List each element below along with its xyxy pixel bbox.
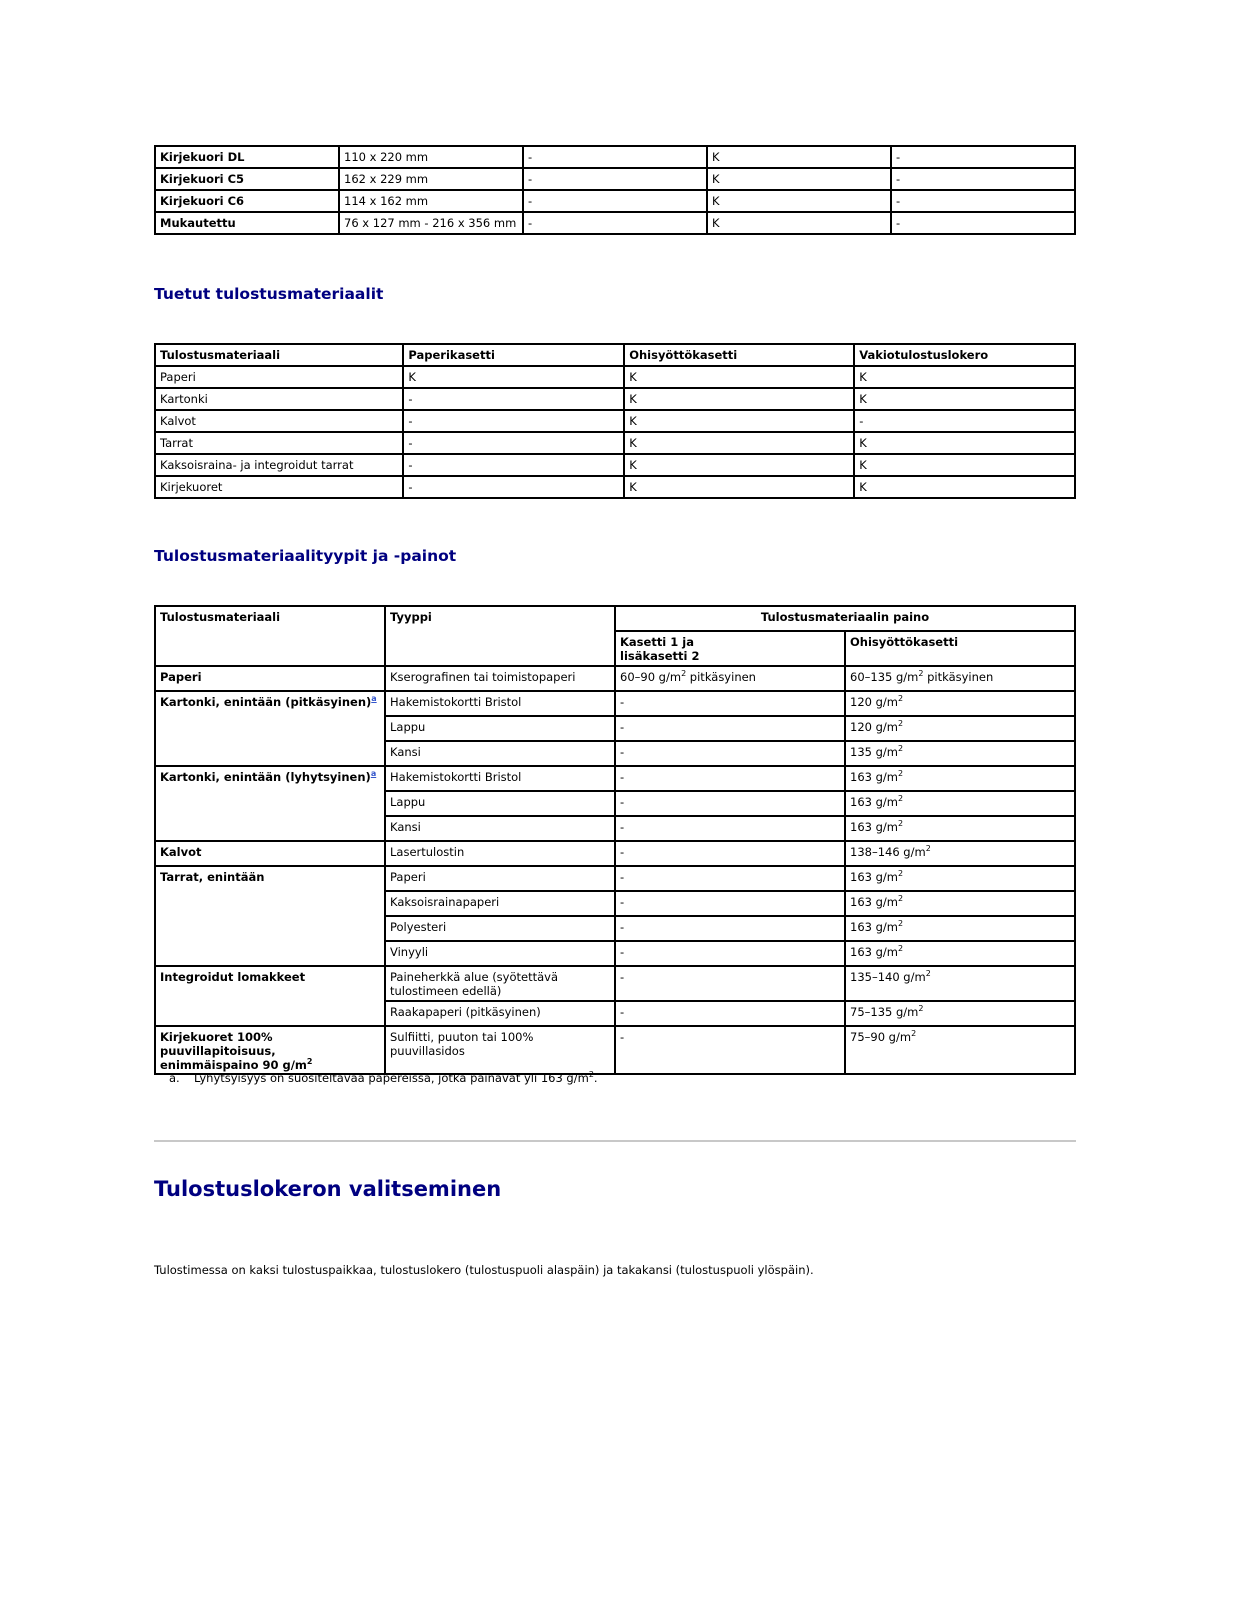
table-cell: Kaksoisrainapaperi bbox=[385, 891, 615, 916]
superscript: 2 bbox=[897, 744, 904, 753]
table-cell: - bbox=[891, 168, 1075, 190]
table-row bbox=[155, 410, 1075, 432]
table-cell bbox=[845, 716, 1075, 741]
superscript: 2 bbox=[925, 969, 931, 978]
table-row bbox=[155, 168, 1075, 190]
column-header: Paperikasetti bbox=[403, 344, 624, 366]
table-cell: Kserografinen tai toimistopaperi bbox=[385, 666, 615, 691]
table-cell: Raakapaperi (pitkäsyinen) bbox=[385, 1001, 615, 1026]
table-cell: Kirjekuori DL bbox=[155, 146, 339, 168]
section-heading-media-types: Tulostusmateriaalityypit ja -painot bbox=[154, 547, 457, 565]
table-cell: Kansi bbox=[385, 741, 615, 766]
table-row bbox=[155, 691, 1075, 716]
table-cell: 76 x 127 mm - 216 x 356 mm bbox=[339, 212, 523, 234]
superscript: 2 bbox=[897, 819, 904, 828]
table-cell: Lappu bbox=[385, 716, 615, 741]
table-cell bbox=[385, 1026, 615, 1074]
table-cell: - bbox=[403, 454, 624, 476]
superscript: 2 bbox=[897, 719, 904, 728]
table-row bbox=[155, 1026, 1075, 1074]
type-line: tulostimeen edellä) bbox=[390, 984, 502, 998]
table-cell: 162 x 229 mm bbox=[339, 168, 523, 190]
table-row bbox=[155, 212, 1075, 234]
table-cell bbox=[845, 891, 1075, 916]
table-cell: K bbox=[707, 168, 891, 190]
table-row bbox=[155, 366, 1075, 388]
section-heading-output-tray: Tulostuslokeron valitseminen bbox=[154, 1177, 502, 1201]
table-cell: K bbox=[624, 454, 854, 476]
table-cell bbox=[615, 666, 845, 691]
table-cell: Kalvot bbox=[155, 410, 403, 432]
weight-value: 120 g/m bbox=[850, 720, 898, 734]
table-cell: Paperi bbox=[155, 366, 403, 388]
footnote-link[interactable]: a bbox=[370, 769, 377, 778]
weight-value: 163 g/m bbox=[850, 795, 898, 809]
table-cell: - bbox=[523, 168, 707, 190]
table-cell: Hakemistokortti Bristol bbox=[385, 691, 615, 716]
superscript: 2 bbox=[897, 794, 904, 803]
weight-value: 120 g/m bbox=[850, 695, 898, 709]
table-cell: Kirjekuoret bbox=[155, 476, 403, 498]
table-row bbox=[155, 841, 1075, 866]
weight-value: 163 g/m bbox=[850, 895, 898, 909]
table-cell: K bbox=[624, 476, 854, 498]
material-label: Kartonki, enintään (lyhytsyinen) bbox=[160, 770, 371, 784]
table-cell: - bbox=[615, 1001, 845, 1026]
table-cell: Kirjekuori C5 bbox=[155, 168, 339, 190]
table-cell: K bbox=[624, 366, 854, 388]
column-header bbox=[615, 631, 845, 666]
table-cell: 110 x 220 mm bbox=[339, 146, 523, 168]
column-group-header: Tulostusmateriaalin paino bbox=[615, 606, 1075, 631]
table-cell: K bbox=[624, 432, 854, 454]
superscript: 2 bbox=[897, 694, 904, 703]
material-line: Kirjekuoret 100% puuvillapitoisuus, bbox=[160, 1030, 276, 1058]
table-cell: K bbox=[854, 432, 1075, 454]
table-cell: Kalvot bbox=[155, 841, 385, 866]
table-cell bbox=[155, 1026, 385, 1074]
media-types-weights-table bbox=[154, 605, 1076, 1075]
table-cell: K bbox=[403, 366, 624, 388]
superscript: 2 bbox=[897, 869, 904, 878]
table-cell: - bbox=[854, 410, 1075, 432]
table-cell: - bbox=[615, 916, 845, 941]
type-line: Paineherkkä alue (syötettävä bbox=[390, 970, 559, 984]
header-line: lisäkasetti 2 bbox=[620, 649, 700, 663]
superscript: 2 bbox=[897, 944, 904, 953]
footnote bbox=[169, 1071, 598, 1085]
footnote-mark: a. bbox=[169, 1071, 180, 1085]
material-line: enimmäispaino 90 g/m bbox=[160, 1058, 307, 1072]
table-cell: 114 x 162 mm bbox=[339, 190, 523, 212]
table-cell: Mukautettu bbox=[155, 212, 339, 234]
table-cell: - bbox=[523, 190, 707, 212]
superscript: 2 bbox=[306, 1057, 313, 1066]
supported-media-table bbox=[154, 343, 1076, 499]
superscript: 2 bbox=[911, 1029, 917, 1038]
table-row bbox=[155, 432, 1075, 454]
footnote-link[interactable]: a bbox=[371, 694, 377, 703]
superscript: 2 bbox=[588, 1070, 594, 1079]
table-cell bbox=[845, 816, 1075, 841]
table-cell: Paperi bbox=[155, 666, 385, 691]
superscript: 2 bbox=[681, 669, 687, 678]
weight-value: 60–90 g/m bbox=[620, 670, 682, 684]
table-cell: Kirjekuori C6 bbox=[155, 190, 339, 212]
superscript: 2 bbox=[897, 769, 904, 778]
table-cell: - bbox=[403, 476, 624, 498]
table-cell: Vinyyli bbox=[385, 941, 615, 966]
table-cell bbox=[845, 866, 1075, 891]
weight-value: 163 g/m bbox=[850, 870, 898, 884]
table-cell: Kansi bbox=[385, 816, 615, 841]
weight-value: 163 g/m bbox=[850, 770, 898, 784]
table-row bbox=[155, 476, 1075, 498]
weight-value: 163 g/m bbox=[850, 820, 898, 834]
weight-note: pitkäsyinen bbox=[686, 670, 756, 684]
column-header: Tulostusmateriaali bbox=[155, 606, 385, 666]
table-cell: - bbox=[615, 841, 845, 866]
table-cell bbox=[845, 766, 1075, 791]
weight-value: 75–135 g/m bbox=[850, 1005, 919, 1019]
table-row bbox=[155, 766, 1075, 791]
section-divider bbox=[154, 1140, 1076, 1142]
table-cell: - bbox=[615, 816, 845, 841]
table-row bbox=[155, 190, 1075, 212]
column-header: Ohisyöttökasetti bbox=[845, 631, 1075, 666]
table-cell: - bbox=[615, 1026, 845, 1074]
footnote-text: Lyhytsyisyys on suositeltavaa papereissa, jotka painavat yli 163 g/m bbox=[194, 1071, 589, 1085]
table-cell: K bbox=[707, 146, 891, 168]
table-cell: - bbox=[615, 891, 845, 916]
weight-note: pitkäsyinen bbox=[923, 670, 994, 684]
weight-value: 135 g/m bbox=[850, 745, 898, 759]
header-line: Kasetti 1 ja bbox=[620, 635, 694, 649]
weight-value: 163 g/m bbox=[850, 945, 898, 959]
table-cell: Lasertulostin bbox=[385, 841, 615, 866]
table-cell: K bbox=[707, 212, 891, 234]
body-paragraph: Tulostimessa on kaksi tulostuspaikkaa, tulostuslokero (tulostuspuoli alaspäin) ja takakansi (tulostuspuoli ylöspäin). bbox=[154, 1263, 814, 1277]
table-cell: - bbox=[615, 716, 845, 741]
table-cell: Polyesteri bbox=[385, 916, 615, 941]
table-cell bbox=[845, 966, 1075, 1001]
section-heading-supported-media: Tuetut tulostusmateriaalit bbox=[154, 285, 384, 303]
table-cell: - bbox=[615, 866, 845, 891]
column-header: Vakiotulostuslokero bbox=[854, 344, 1075, 366]
table-cell: K bbox=[624, 410, 854, 432]
table-cell: - bbox=[403, 388, 624, 410]
table-row bbox=[155, 966, 1075, 1001]
table-cell bbox=[155, 691, 385, 766]
table-cell: Kaksoisraina- ja integroidut tarrat bbox=[155, 454, 403, 476]
table-cell bbox=[385, 966, 615, 1001]
superscript: 2 bbox=[918, 1004, 924, 1013]
table-cell: - bbox=[403, 410, 624, 432]
table-cell: - bbox=[403, 432, 624, 454]
table-cell: - bbox=[523, 146, 707, 168]
type-line: Sulfiitti, puuton tai 100% bbox=[390, 1030, 534, 1044]
weight-value: 75–90 g/m bbox=[850, 1030, 912, 1044]
table-cell: Tarrat, enintään bbox=[155, 866, 385, 966]
table-cell: - bbox=[891, 146, 1075, 168]
weight-value: 163 g/m bbox=[850, 920, 898, 934]
table-cell: K bbox=[854, 454, 1075, 476]
table-row bbox=[155, 666, 1075, 691]
table-cell bbox=[845, 841, 1075, 866]
table-cell bbox=[845, 741, 1075, 766]
table-cell: - bbox=[891, 190, 1075, 212]
table-cell bbox=[845, 1001, 1075, 1026]
table-cell bbox=[845, 691, 1075, 716]
envelope-sizes-table bbox=[154, 145, 1076, 235]
table-cell: K bbox=[854, 388, 1075, 410]
table-row bbox=[155, 388, 1075, 410]
table-cell: - bbox=[615, 766, 845, 791]
material-label: Kartonki, enintään (pitkäsyinen) bbox=[160, 695, 372, 709]
superscript: 2 bbox=[925, 844, 931, 853]
table-cell: - bbox=[891, 212, 1075, 234]
table-cell: - bbox=[615, 691, 845, 716]
column-header: Tulostusmateriaali bbox=[155, 344, 403, 366]
table-row bbox=[155, 146, 1075, 168]
table-row bbox=[155, 866, 1075, 891]
table-cell: - bbox=[615, 741, 845, 766]
table-cell bbox=[845, 791, 1075, 816]
superscript: 2 bbox=[897, 894, 904, 903]
column-header: Ohisyöttökasetti bbox=[624, 344, 854, 366]
weight-value: 138–146 g/m bbox=[850, 845, 926, 859]
table-header-row bbox=[155, 344, 1075, 366]
superscript: 2 bbox=[918, 669, 924, 678]
table-cell bbox=[845, 1026, 1075, 1074]
table-cell: Lappu bbox=[385, 791, 615, 816]
table-cell: - bbox=[523, 212, 707, 234]
table-cell: Integroidut lomakkeet bbox=[155, 966, 385, 1026]
footnote-end: . bbox=[593, 1071, 598, 1085]
table-cell: Kartonki bbox=[155, 388, 403, 410]
column-header: Tyyppi bbox=[385, 606, 615, 666]
table-row bbox=[155, 454, 1075, 476]
weight-value: 60–135 g/m bbox=[850, 670, 919, 684]
table-cell bbox=[845, 916, 1075, 941]
table-cell: Paperi bbox=[385, 866, 615, 891]
table-cell bbox=[155, 766, 385, 841]
table-cell: K bbox=[624, 388, 854, 410]
table-cell: K bbox=[707, 190, 891, 212]
table-header-row bbox=[155, 606, 1075, 631]
table-cell: - bbox=[615, 791, 845, 816]
superscript: 2 bbox=[897, 919, 904, 928]
table-cell bbox=[845, 666, 1075, 691]
table-cell: K bbox=[854, 476, 1075, 498]
table-cell: K bbox=[854, 366, 1075, 388]
table-cell: Tarrat bbox=[155, 432, 403, 454]
table-cell: Hakemistokortti Bristol bbox=[385, 766, 615, 791]
table-cell: - bbox=[615, 941, 845, 966]
table-cell: - bbox=[615, 966, 845, 1001]
type-line: puuvillasidos bbox=[390, 1044, 465, 1058]
weight-value: 135–140 g/m bbox=[850, 970, 926, 984]
table-cell bbox=[845, 941, 1075, 966]
